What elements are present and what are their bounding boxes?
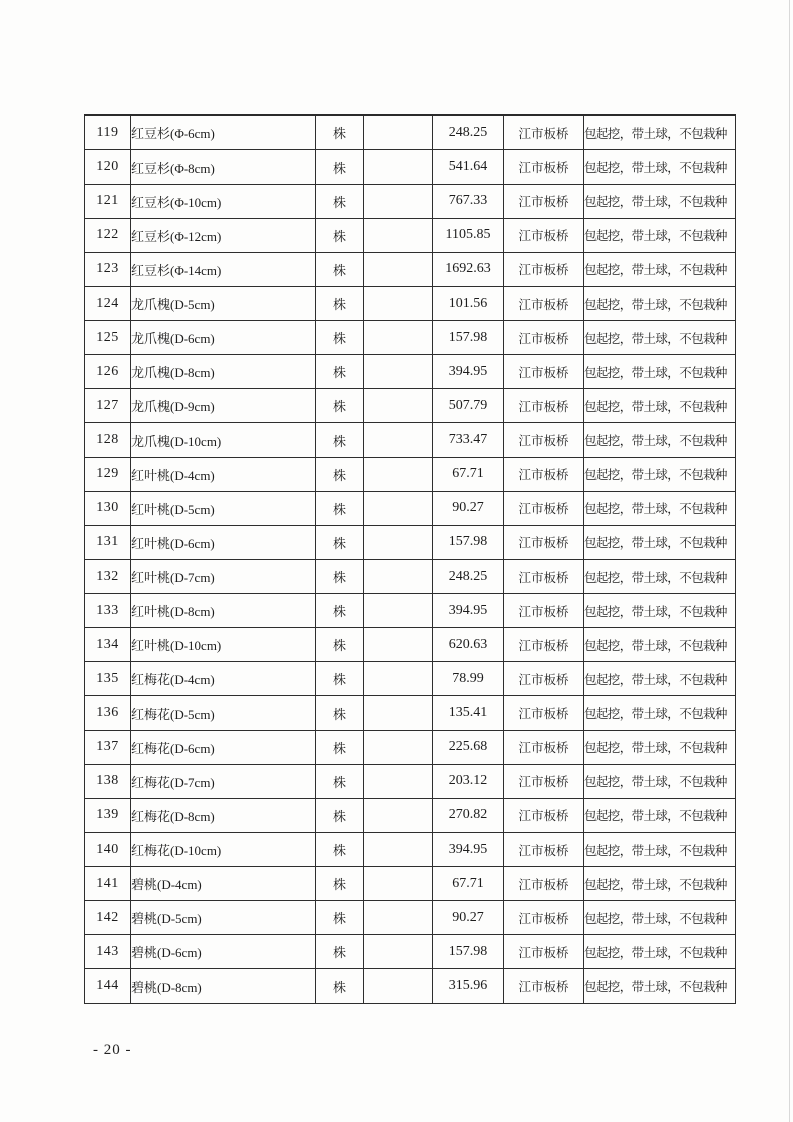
- price-cell: 733.47: [433, 423, 504, 457]
- location-cell: 江市板桥: [504, 696, 584, 730]
- blank-cell: [364, 389, 433, 423]
- note-cell: 包起挖，带土球，不包栽种: [584, 662, 736, 696]
- row-number-cell: 142: [85, 901, 131, 935]
- price-cell: 767.33: [433, 184, 504, 218]
- row-number-cell: 135: [85, 662, 131, 696]
- table-row: [85, 901, 736, 935]
- note-cell: 包起挖，带土球，不包栽种: [584, 218, 736, 252]
- blank-cell: [364, 730, 433, 764]
- plant-name-cell: 红豆杉(Φ-14cm): [131, 252, 316, 286]
- price-cell: 135.41: [433, 696, 504, 730]
- plant-name-cell: 红豆杉(Φ-6cm): [131, 115, 316, 150]
- location-cell: 江市板桥: [504, 355, 584, 389]
- blank-cell: [364, 491, 433, 525]
- plant-name-cell: 红叶桃(D-7cm): [131, 559, 316, 593]
- table-row: [85, 628, 736, 662]
- price-cell: 620.63: [433, 628, 504, 662]
- price-cell: 90.27: [433, 491, 504, 525]
- blank-cell: [364, 832, 433, 866]
- unit-cell: 株: [316, 321, 364, 355]
- unit-cell: 株: [316, 389, 364, 423]
- unit-cell: 株: [316, 150, 364, 184]
- plant-name-cell: 红豆杉(Φ-8cm): [131, 150, 316, 184]
- table-row: [85, 423, 736, 457]
- location-cell: 江市板桥: [504, 218, 584, 252]
- note-cell: 包起挖，带土球，不包栽种: [584, 389, 736, 423]
- location-cell: 江市板桥: [504, 798, 584, 832]
- unit-cell: 株: [316, 184, 364, 218]
- note-cell: 包起挖，带土球，不包栽种: [584, 764, 736, 798]
- row-number-cell: 134: [85, 628, 131, 662]
- price-cell: 248.25: [433, 559, 504, 593]
- row-number-cell: 133: [85, 594, 131, 628]
- blank-cell: [364, 969, 433, 1004]
- location-cell: 江市板桥: [504, 969, 584, 1004]
- price-cell: 507.79: [433, 389, 504, 423]
- page-number: - 20 -: [93, 1042, 132, 1058]
- location-cell: 江市板桥: [504, 457, 584, 491]
- plant-name-cell: 红梅花(D-4cm): [131, 662, 316, 696]
- blank-cell: [364, 457, 433, 491]
- price-cell: 67.71: [433, 457, 504, 491]
- note-cell: 包起挖，带土球，不包栽种: [584, 252, 736, 286]
- row-number-cell: 136: [85, 696, 131, 730]
- unit-cell: 株: [316, 867, 364, 901]
- blank-cell: [364, 115, 433, 150]
- plant-name-cell: 红叶桃(D-6cm): [131, 525, 316, 559]
- plant-price-table: [84, 114, 736, 1004]
- location-cell: 江市板桥: [504, 935, 584, 969]
- blank-cell: [364, 321, 433, 355]
- unit-cell: 株: [316, 286, 364, 320]
- blank-cell: [364, 935, 433, 969]
- table-row: [85, 798, 736, 832]
- unit-cell: 株: [316, 764, 364, 798]
- location-cell: 江市板桥: [504, 184, 584, 218]
- note-cell: 包起挖，带土球，不包栽种: [584, 832, 736, 866]
- blank-cell: [364, 184, 433, 218]
- plant-name-cell: 红梅花(D-7cm): [131, 764, 316, 798]
- table-row: [85, 662, 736, 696]
- price-cell: 157.98: [433, 525, 504, 559]
- location-cell: 江市板桥: [504, 901, 584, 935]
- plant-name-cell: 红梅花(D-8cm): [131, 798, 316, 832]
- table-row: [85, 457, 736, 491]
- plant-name-cell: 碧桃(D-5cm): [131, 901, 316, 935]
- note-cell: 包起挖，带土球，不包栽种: [584, 935, 736, 969]
- price-cell: 203.12: [433, 764, 504, 798]
- unit-cell: 株: [316, 832, 364, 866]
- location-cell: 江市板桥: [504, 389, 584, 423]
- plant-name-cell: 龙爪槐(D-9cm): [131, 389, 316, 423]
- location-cell: 江市板桥: [504, 252, 584, 286]
- plant-name-cell: 碧桃(D-6cm): [131, 935, 316, 969]
- blank-cell: [364, 901, 433, 935]
- blank-cell: [364, 525, 433, 559]
- plant-name-cell: 红豆杉(Φ-12cm): [131, 218, 316, 252]
- unit-cell: 株: [316, 218, 364, 252]
- row-number-cell: 125: [85, 321, 131, 355]
- table-row: [85, 321, 736, 355]
- row-number-cell: 138: [85, 764, 131, 798]
- price-cell: 1692.63: [433, 252, 504, 286]
- price-cell: 394.95: [433, 355, 504, 389]
- table-row: [85, 867, 736, 901]
- plant-name-cell: 红叶桃(D-5cm): [131, 491, 316, 525]
- blank-cell: [364, 218, 433, 252]
- price-cell: 315.96: [433, 969, 504, 1004]
- row-number-cell: 121: [85, 184, 131, 218]
- location-cell: 江市板桥: [504, 832, 584, 866]
- unit-cell: 株: [316, 730, 364, 764]
- page-edge-shadow: [789, 0, 790, 1122]
- note-cell: 包起挖，带土球，不包栽种: [584, 355, 736, 389]
- table-row: [85, 184, 736, 218]
- note-cell: 包起挖，带土球，不包栽种: [584, 423, 736, 457]
- plant-name-cell: 红豆杉(Φ-10cm): [131, 184, 316, 218]
- table-row: [85, 764, 736, 798]
- plant-name-cell: 龙爪槐(D-10cm): [131, 423, 316, 457]
- location-cell: 江市板桥: [504, 628, 584, 662]
- note-cell: 包起挖，带土球，不包栽种: [584, 798, 736, 832]
- plant-name-cell: 红梅花(D-10cm): [131, 832, 316, 866]
- location-cell: 江市板桥: [504, 286, 584, 320]
- note-cell: 包起挖，带土球，不包栽种: [584, 457, 736, 491]
- table-row: [85, 252, 736, 286]
- row-number-cell: 144: [85, 969, 131, 1004]
- blank-cell: [364, 696, 433, 730]
- blank-cell: [364, 594, 433, 628]
- row-number-cell: 119: [85, 115, 131, 150]
- price-cell: 90.27: [433, 901, 504, 935]
- blank-cell: [364, 764, 433, 798]
- note-cell: 包起挖，带土球，不包栽种: [584, 184, 736, 218]
- unit-cell: 株: [316, 901, 364, 935]
- unit-cell: 株: [316, 594, 364, 628]
- price-cell: 157.98: [433, 935, 504, 969]
- unit-cell: 株: [316, 559, 364, 593]
- row-number-cell: 124: [85, 286, 131, 320]
- note-cell: 包起挖，带土球，不包栽种: [584, 150, 736, 184]
- note-cell: 包起挖，带土球，不包栽种: [584, 901, 736, 935]
- note-cell: 包起挖，带土球，不包栽种: [584, 321, 736, 355]
- note-cell: 包起挖，带土球，不包栽种: [584, 969, 736, 1004]
- note-cell: 包起挖，带土球，不包栽种: [584, 628, 736, 662]
- row-number-cell: 139: [85, 798, 131, 832]
- row-number-cell: 131: [85, 525, 131, 559]
- note-cell: 包起挖，带土球，不包栽种: [584, 525, 736, 559]
- unit-cell: 株: [316, 628, 364, 662]
- note-cell: 包起挖，带土球，不包栽种: [584, 286, 736, 320]
- price-cell: 394.95: [433, 594, 504, 628]
- unit-cell: 株: [316, 115, 364, 150]
- location-cell: 江市板桥: [504, 559, 584, 593]
- plant-name-cell: 红叶桃(D-8cm): [131, 594, 316, 628]
- unit-cell: 株: [316, 696, 364, 730]
- plant-price-table-body: [85, 115, 736, 1004]
- location-cell: 江市板桥: [504, 491, 584, 525]
- price-cell: 157.98: [433, 321, 504, 355]
- row-number-cell: 120: [85, 150, 131, 184]
- blank-cell: [364, 252, 433, 286]
- note-cell: 包起挖，带土球，不包栽种: [584, 696, 736, 730]
- blank-cell: [364, 150, 433, 184]
- row-number-cell: 122: [85, 218, 131, 252]
- location-cell: 江市板桥: [504, 730, 584, 764]
- blank-cell: [364, 355, 433, 389]
- unit-cell: 株: [316, 935, 364, 969]
- unit-cell: 株: [316, 798, 364, 832]
- price-cell: 67.71: [433, 867, 504, 901]
- row-number-cell: 141: [85, 867, 131, 901]
- location-cell: 江市板桥: [504, 594, 584, 628]
- plant-name-cell: 红梅花(D-5cm): [131, 696, 316, 730]
- table-row: [85, 969, 736, 1004]
- price-cell: 248.25: [433, 115, 504, 150]
- location-cell: 江市板桥: [504, 662, 584, 696]
- price-cell: 270.82: [433, 798, 504, 832]
- plant-name-cell: 龙爪槐(D-5cm): [131, 286, 316, 320]
- blank-cell: [364, 798, 433, 832]
- unit-cell: 株: [316, 423, 364, 457]
- price-cell: 78.99: [433, 662, 504, 696]
- unit-cell: 株: [316, 662, 364, 696]
- table-row: [85, 594, 736, 628]
- table-row: [85, 150, 736, 184]
- table-row: [85, 525, 736, 559]
- blank-cell: [364, 628, 433, 662]
- table-row: [85, 730, 736, 764]
- plant-name-cell: 红叶桃(D-4cm): [131, 457, 316, 491]
- blank-cell: [364, 286, 433, 320]
- location-cell: 江市板桥: [504, 423, 584, 457]
- location-cell: 江市板桥: [504, 525, 584, 559]
- row-number-cell: 129: [85, 457, 131, 491]
- note-cell: 包起挖，带土球，不包栽种: [584, 559, 736, 593]
- unit-cell: 株: [316, 355, 364, 389]
- table-row: [85, 389, 736, 423]
- note-cell: 包起挖，带土球，不包栽种: [584, 491, 736, 525]
- unit-cell: 株: [316, 457, 364, 491]
- location-cell: 江市板桥: [504, 867, 584, 901]
- blank-cell: [364, 423, 433, 457]
- plant-name-cell: 红叶桃(D-10cm): [131, 628, 316, 662]
- row-number-cell: 132: [85, 559, 131, 593]
- plant-name-cell: 碧桃(D-4cm): [131, 867, 316, 901]
- plant-name-cell: 红梅花(D-6cm): [131, 730, 316, 764]
- price-cell: 1105.85: [433, 218, 504, 252]
- row-number-cell: 143: [85, 935, 131, 969]
- price-cell: 225.68: [433, 730, 504, 764]
- table-row: [85, 696, 736, 730]
- row-number-cell: 126: [85, 355, 131, 389]
- table-row: [85, 491, 736, 525]
- table-row: [85, 218, 736, 252]
- price-cell: 101.56: [433, 286, 504, 320]
- note-cell: 包起挖，带土球，不包栽种: [584, 867, 736, 901]
- table-row: [85, 832, 736, 866]
- plant-name-cell: 龙爪槐(D-6cm): [131, 321, 316, 355]
- plant-name-cell: 碧桃(D-8cm): [131, 969, 316, 1004]
- unit-cell: 株: [316, 969, 364, 1004]
- unit-cell: 株: [316, 252, 364, 286]
- blank-cell: [364, 867, 433, 901]
- blank-cell: [364, 559, 433, 593]
- row-number-cell: 137: [85, 730, 131, 764]
- table-row: [85, 935, 736, 969]
- row-number-cell: 130: [85, 491, 131, 525]
- row-number-cell: 128: [85, 423, 131, 457]
- price-cell: 541.64: [433, 150, 504, 184]
- row-number-cell: 140: [85, 832, 131, 866]
- unit-cell: 株: [316, 525, 364, 559]
- table-row: [85, 559, 736, 593]
- blank-cell: [364, 662, 433, 696]
- row-number-cell: 123: [85, 252, 131, 286]
- row-number-cell: 127: [85, 389, 131, 423]
- price-cell: 394.95: [433, 832, 504, 866]
- table-row: [85, 286, 736, 320]
- location-cell: 江市板桥: [504, 115, 584, 150]
- table-row: [85, 115, 736, 150]
- table-row: [85, 355, 736, 389]
- note-cell: 包起挖，带土球，不包栽种: [584, 594, 736, 628]
- location-cell: 江市板桥: [504, 764, 584, 798]
- note-cell: 包起挖，带土球，不包栽种: [584, 115, 736, 150]
- unit-cell: 株: [316, 491, 364, 525]
- location-cell: 江市板桥: [504, 321, 584, 355]
- location-cell: 江市板桥: [504, 150, 584, 184]
- note-cell: 包起挖，带土球，不包栽种: [584, 730, 736, 764]
- plant-name-cell: 龙爪槐(D-8cm): [131, 355, 316, 389]
